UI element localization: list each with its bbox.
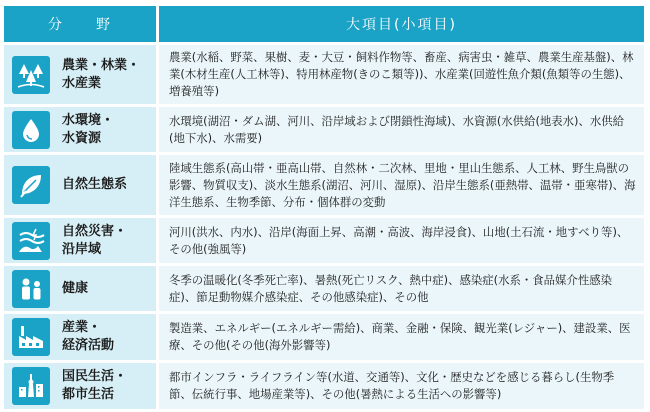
table-row xyxy=(4,218,644,263)
items-text: 製造業、エネルギー(エネルギー需給)、商業、金融・保険、観光業(レジャー)、建設業、医療、その他(その他(海外影響等) xyxy=(169,321,631,352)
category-label xyxy=(62,223,127,259)
category-cell xyxy=(4,45,156,104)
header-category-char-2: 野 xyxy=(96,17,112,33)
storm-icon xyxy=(12,222,50,260)
table-row xyxy=(4,155,644,215)
header-category xyxy=(4,6,156,42)
table-row xyxy=(4,363,644,409)
category-label-line2: 経済活動 xyxy=(62,338,115,353)
city-tower-icon xyxy=(12,367,50,405)
category-label-line1: 国民生活・ xyxy=(62,369,128,384)
adaptation-category-table xyxy=(4,6,644,412)
category-label-line1: 健康 xyxy=(62,280,89,296)
category-cell xyxy=(4,155,156,215)
items-text: 冬季の温暖化(冬季死亡率)、暑熱(死亡リスク、熱中症)、感染症(水系・食品媒介性感染症)、節足動物媒介感染症、その他感染症)、その他 xyxy=(169,272,612,304)
category-label-line2: 水資源 xyxy=(62,130,102,146)
category-label xyxy=(62,368,127,404)
leaf-icon xyxy=(12,166,50,204)
header-items: 大項目(小項目) xyxy=(159,6,644,42)
category-label xyxy=(62,280,88,298)
items-cell xyxy=(159,107,644,152)
table-row xyxy=(4,45,644,104)
category-label xyxy=(62,319,114,355)
items-cell xyxy=(159,314,644,360)
category-label-line2: 都市生活 xyxy=(62,387,115,402)
trees-icon xyxy=(12,56,50,94)
category-cell xyxy=(4,266,156,311)
items-cell xyxy=(159,45,644,104)
items-text: 農業(水稲、野菜、果樹、麦・大豆・飼料作物等、畜産、病害虫・雑草、農業生産基盤)、林業(木材生産(人工林等)、特用林産物(きのこ類等))、水産業(回遊性魚介類(魚類等の生態)、増養殖等) xyxy=(169,50,634,98)
category-label-line2: 沿岸域 xyxy=(62,241,102,257)
category-cell xyxy=(4,107,156,152)
category-label xyxy=(62,112,114,148)
water-drop-icon xyxy=(12,111,50,149)
category-label xyxy=(62,57,140,93)
category-label-line1: 産業・ xyxy=(62,320,102,335)
category-cell xyxy=(4,314,156,360)
category-label-line1: 自然災害・ xyxy=(62,223,128,239)
category-cell xyxy=(4,363,156,409)
table-row xyxy=(4,266,644,311)
table-row xyxy=(4,314,644,360)
items-text: 陸域生態系(高山帯・亜高山帯、自然林・二次林、里地・里山生態系、人工林、野生鳥獣の影響、物質収支)、淡水生態系(湖沼、河川、湿原)、沿岸生態系(亜熱帯、温帯・亜寒帯)、海洋生態系、生物季節、分布・個体群の変動 xyxy=(169,160,636,209)
table-row xyxy=(4,107,644,152)
header-category-char-1: 分 xyxy=(48,17,64,33)
category-label-line1: 自然生態系 xyxy=(62,177,128,192)
people-icon xyxy=(12,270,50,308)
table-header xyxy=(4,6,644,42)
category-cell xyxy=(4,218,156,263)
items-text: 河川(洪水、内水)、沿岸(海面上昇、高潮・高波、海岸浸食)、山地(土石流・地すべり等)、その他(強風等) xyxy=(169,224,629,256)
items-cell xyxy=(159,266,644,311)
category-label-line1: 水環境・ xyxy=(62,112,115,128)
items-cell xyxy=(159,218,644,263)
items-text: 水環境(湖沼・ダム湖、河川、沿岸域および閉鎖性海域)、水資源(水供給(地表水)、水供給(地下水)、水需要) xyxy=(169,113,625,145)
items-cell xyxy=(159,363,644,409)
category-label xyxy=(62,176,127,194)
category-label-line1: 農業・林業・ xyxy=(62,57,141,73)
items-cell xyxy=(159,155,644,215)
items-text: 都市インフラ・ライフライン等(水道、交通等)、文化・歴史などを感じる暮らし(生物季節、伝統行事、地場産業等)、その他(暑熱による生活への影響等) xyxy=(169,370,615,401)
category-label-line2: 水産業 xyxy=(62,75,102,91)
factory-icon xyxy=(12,318,50,356)
